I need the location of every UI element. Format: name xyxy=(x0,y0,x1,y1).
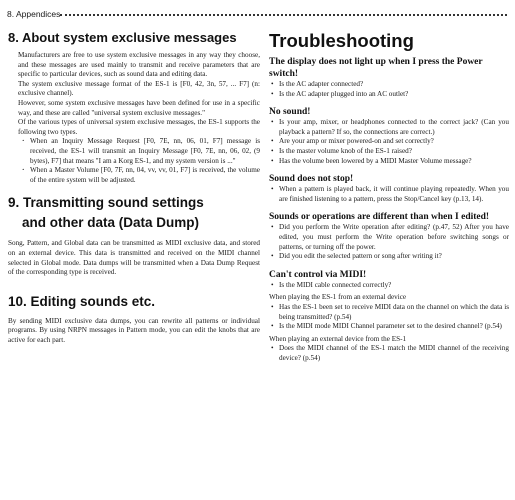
s8-paragraph-2: The system exclusive message format of the ES-1 is [F0, 42, 3n, 57, ... F7] (n: exclusive channel). xyxy=(18,79,260,98)
section-system-exclusive xyxy=(8,30,260,185)
header-label: 8. Appendices xyxy=(7,9,61,19)
s8-item-master-volume: · When a Master Volume [F0, 7F, nn, 04, vv, vv, 01, F7] is received, the volume of the entire system will be adjusted. xyxy=(18,166,260,185)
s9-paragraph: Song, Pattern, and Global data can be transmitted as MIDI exclusive data, and stored on an external device. This data is transmitted and received on the MIDI channel selected in Global mode. Data dumps will be transmitted when a Data Dump Request of the corresponding type is received. xyxy=(8,239,260,277)
issue-different-item-2: • Did you edit the selected pattern or song after writing it? xyxy=(269,252,509,262)
issue-midi-item-3: • Is the MIDI mode MIDI Channel parameter set to the desired channel? (p.54) xyxy=(269,322,509,332)
issue-no-sound-item-1: • Is your amp, mixer, or headphones connected to the correct jack? (Can you playback a pattern? If so, the connections are correct.) xyxy=(269,118,509,137)
issue-no-sound-item-3: • Is the master volume knob of the ES-1 raised? xyxy=(269,147,509,157)
issue-different-item-1: • Did you perform the Write operation after editing? (p.47, 52) After you have edited, you must perform the Write operation before switching songs or patterns, or turning off the power. xyxy=(269,223,509,252)
issue-no-stop-heading: Sound does not stop! xyxy=(269,174,354,185)
right-column xyxy=(269,30,509,363)
issue-midi-subheading-1: When playing the ES-1 from an external device xyxy=(269,293,407,302)
section-editing-sounds xyxy=(8,292,260,346)
issue-different xyxy=(269,211,509,261)
s10-paragraph: By sending MIDI exclusive data dumps, you can rewrite all patterns or individual programs. By using NRPN messages in Pattern mode, you can edit the knobs that are active for each part. xyxy=(8,316,260,344)
issue-no-sound xyxy=(269,106,509,166)
s8-paragraph-3: However, some system exclusive messages have been defined for use in a specific way, and these are called "universal system exclusive messages." xyxy=(18,98,260,117)
s8-item-inquiry: · When an Inquiry Message Request [F0, 7E, nn, 06, 01, F7] message is received, the ES-1 will transmit an Inquiry Message [F0, 7E, nn, 06, 02, (9 bytes), F7] that means "I am a Korg ES-1, and my system version is ..." xyxy=(18,137,260,166)
section-10-title: 10. Editing sounds etc. xyxy=(8,293,156,309)
header-dotted-rule xyxy=(60,14,507,16)
issue-display xyxy=(269,56,509,99)
issue-display-heading: The display does not light up when I press the Power switch! xyxy=(269,57,483,79)
issue-different-heading: Sounds or operations are different than when I edited! xyxy=(269,212,490,223)
left-column xyxy=(8,30,260,345)
issue-midi-item-4: • Does the MIDI channel of the ES-1 match the MIDI channel of the receiving device? (p.54) xyxy=(269,344,509,363)
troubleshooting-title: Troubleshooting xyxy=(269,30,414,51)
issue-no-stop-item-1: • When a pattern is played back, it will continue playing repeatedly. When you are finished listening to a pattern, press the Stop/Cancel key (p.13, 14). xyxy=(269,185,509,204)
section-9-title-line-2: and other data (Data Dump) xyxy=(22,215,200,231)
issue-midi-heading: Can't control via MIDI! xyxy=(269,269,367,280)
issue-display-item-1: • Is the AC adapter connected? xyxy=(269,80,509,90)
issue-midi-subheading-2: When playing an external device from the ES-1 xyxy=(269,334,407,343)
s8-paragraph-1: Manufacturers are free to use system exclusive messages in any way they choose, and these messages are used mainly to transmit and receive parameters that are specific to particular devices, such as sound data and editing data. xyxy=(18,51,260,79)
issue-midi-item-2: • Has the ES-1 been set to receive MIDI data on the channel on which the data is being transmitted? (p.54) xyxy=(269,303,509,322)
issue-no-sound-heading: No sound! xyxy=(269,107,311,118)
issue-midi-item-1: • Is the MIDI cable connected correctly? xyxy=(269,281,509,291)
running-header xyxy=(0,8,515,22)
issue-midi xyxy=(269,269,509,364)
issue-no-stop xyxy=(269,173,509,204)
s8-paragraph-4: Of the various types of universal system exclusive messages, the ES-1 supports the following two types. xyxy=(18,118,260,136)
section-9-title-line-1: 9. Transmitting sound settings xyxy=(8,195,204,211)
issue-display-item-2: • Is the AC adapter plugged into an AC outlet? xyxy=(269,90,509,100)
section-data-dump xyxy=(8,193,260,277)
issue-no-sound-item-4: • Has the volume been lowered by a MIDI Master Volume message? xyxy=(269,157,509,167)
section-8-title: 8. About system exclusive messages xyxy=(8,30,237,45)
issue-no-sound-item-2: • Are your amp or mixer powered-on and set correctly? xyxy=(269,137,509,147)
